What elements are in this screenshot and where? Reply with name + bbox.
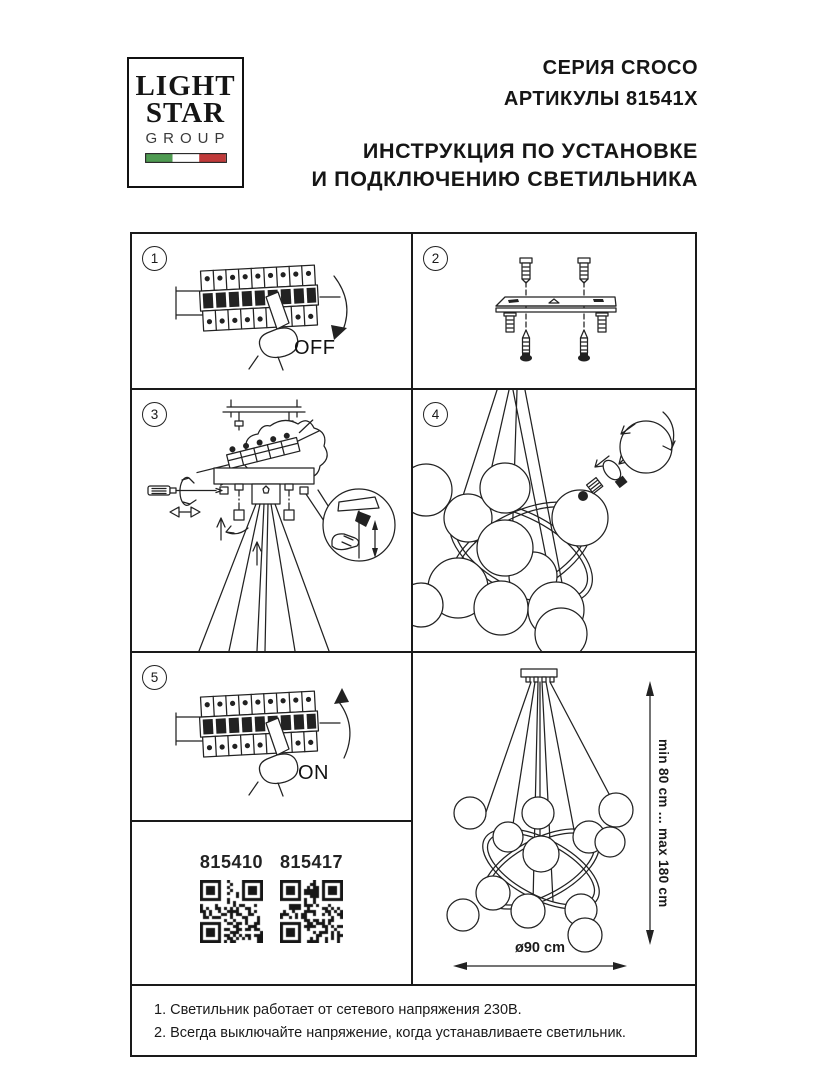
breaker-on-illustration xyxy=(132,660,411,814)
bracket-illustration xyxy=(413,234,693,388)
logo-word-group: GROUP xyxy=(145,129,231,147)
note-2: 2. Всегда выключайте напряжение, когда устанавливаете светильник. xyxy=(154,1025,626,1042)
globe-install-illustration xyxy=(413,390,693,651)
step-2-cell xyxy=(413,234,695,390)
step-5-cell xyxy=(132,653,413,822)
article-number-2: 815417 xyxy=(280,852,344,872)
step-4-cell xyxy=(413,390,695,653)
series-header xyxy=(504,53,698,115)
italian-flag-icon xyxy=(145,153,227,163)
chandelier-dimensions-illustration xyxy=(413,653,693,984)
logo-word-star: STAR xyxy=(145,96,226,129)
off-label: OFF xyxy=(294,337,336,359)
qr-codes-cell xyxy=(132,822,413,986)
height-range-label: min 80 cm ... max 180 cm xyxy=(656,739,671,908)
step-5-number: 5 xyxy=(142,665,167,690)
step-2-number: 2 xyxy=(423,246,448,271)
step-3-cell xyxy=(132,390,413,653)
qr-code-815417 xyxy=(280,880,343,943)
dimensions-cell xyxy=(413,653,695,986)
steps-table xyxy=(130,232,697,1057)
instruction-title-line1: ИНСТРУКЦИЯ ПО УСТАНОВКЕ xyxy=(362,139,698,163)
diameter-label: ø90 cm xyxy=(515,940,565,956)
breaker-off-illustration xyxy=(132,234,411,388)
step-4-number: 4 xyxy=(423,402,448,427)
step-1-cell xyxy=(132,234,413,390)
logo-word-light: LIGHT xyxy=(135,70,236,102)
qr-code-815410 xyxy=(200,880,263,943)
canopy-assembly-illustration xyxy=(132,390,411,651)
article-number-1: 815410 xyxy=(199,852,263,872)
step-1-number: 1 xyxy=(142,246,167,271)
articles-title: АРТИКУЛЫ 81541X xyxy=(503,88,698,110)
on-label: ON xyxy=(298,762,329,784)
series-title: СЕРИЯ CROCO xyxy=(542,57,698,79)
qr-column-815417 xyxy=(280,852,343,943)
step-3-number: 3 xyxy=(142,402,167,427)
lightstar-logo xyxy=(127,57,244,188)
instruction-title-line2: И ПОДКЛЮЧЕНИЮ СВЕТИЛЬНИКА xyxy=(311,166,698,191)
note-1: 1. Светильник работает от сетевого напряжения 230В. xyxy=(154,1002,522,1018)
notes-cell xyxy=(132,986,695,1055)
instruction-title xyxy=(312,138,698,193)
qr-column-815410 xyxy=(200,852,263,943)
